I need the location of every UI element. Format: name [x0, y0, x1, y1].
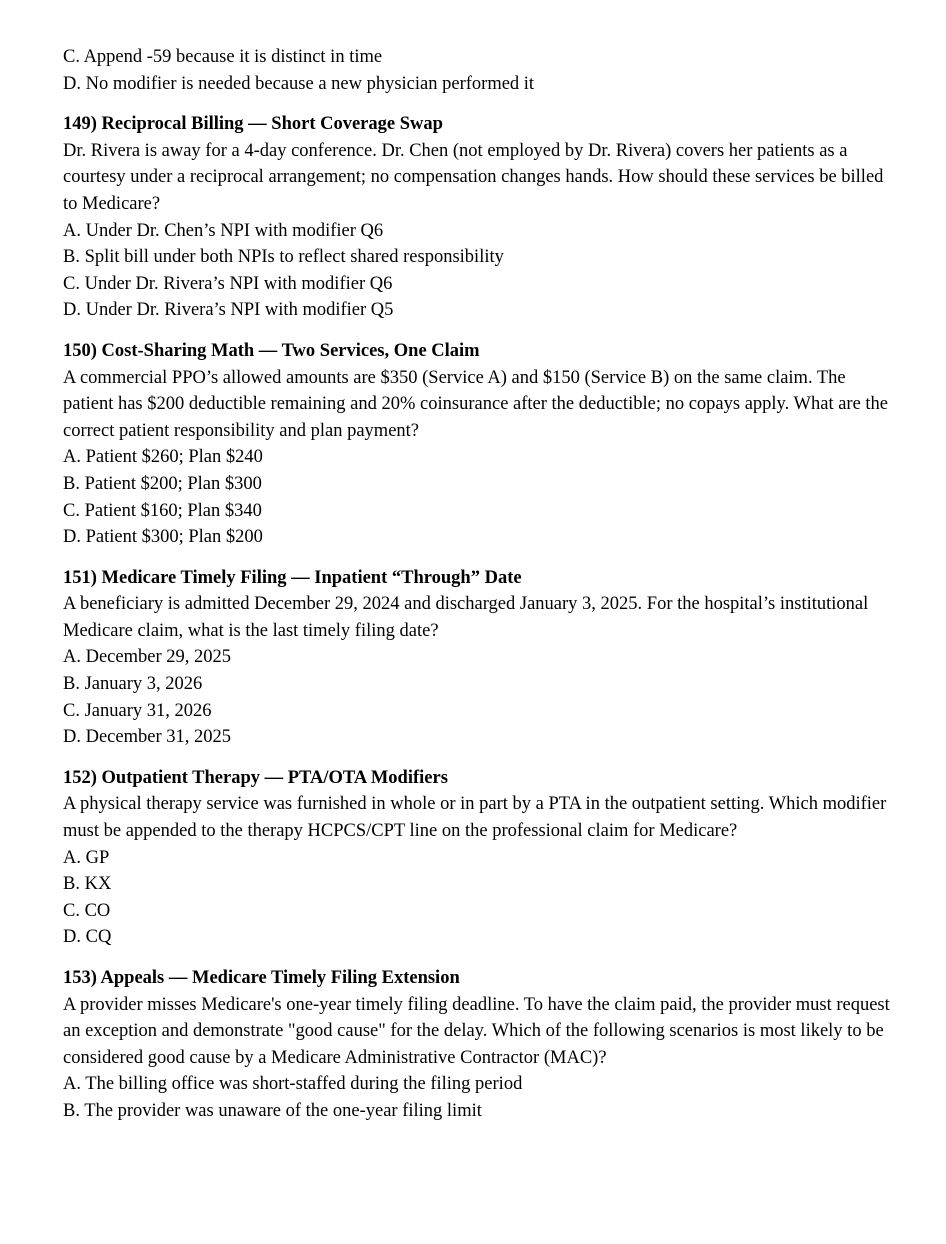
answer-option: B. Split bill under both NPIs to reflect shared responsibility	[63, 247, 504, 268]
question-152	[63, 765, 890, 951]
answer-option: A. Under Dr. Chen’s NPI with modifier Q6	[63, 220, 384, 241]
question-heading: 150) Cost-Sharing Math — Two Services, One Claim	[63, 340, 480, 361]
question-heading: 151) Medicare Timely Filing — Inpatient “Through” Date	[63, 567, 522, 588]
question-153	[63, 965, 890, 1125]
answer-option: A. GP	[63, 847, 110, 868]
question-heading: 152) Outpatient Therapy — PTA/OTA Modifiers	[63, 767, 448, 788]
answer-option: D. No modifier is needed because a new physician performed it	[63, 73, 535, 94]
question-stem: A commercial PPO’s allowed amounts are $350 (Service A) and $150 (Service B) on the same claim. The patient has $200 deductible remaining and 20% coinsurance after the deductible; no copays apply. What are the correct patient responsibility and plan payment?	[63, 367, 889, 441]
answer-option: C. Append -59 because it is distinct in time	[63, 47, 383, 67]
answer-option: C. Patient $160; Plan $340	[63, 500, 262, 521]
question-heading: 149) Reciprocal Billing — Short Coverage Swap	[63, 114, 443, 135]
answer-option: B. January 3, 2026	[63, 674, 203, 695]
answer-option: B. The provider was unaware of the one-year filing limit	[63, 1100, 482, 1121]
question-stem: Dr. Rivera is away for a 4-day conference. Dr. Chen (not employed by Dr. Rivera) covers her patients as a courtesy under a reciprocal arrangement; no compensation changes hands. How should these services be billed to Medicare?	[63, 140, 884, 214]
answer-option: C. Under Dr. Rivera’s NPI with modifier Q6	[63, 273, 393, 294]
question-149	[63, 111, 890, 324]
question-150	[63, 338, 890, 551]
answer-option: A. December 29, 2025	[63, 647, 231, 668]
answer-option: D. CQ	[63, 927, 112, 948]
answer-option: B. KX	[63, 874, 112, 895]
answer-option: C. CO	[63, 900, 111, 921]
answer-option: D. December 31, 2025	[63, 727, 231, 748]
answer-option: D. Under Dr. Rivera’s NPI with modifier Q5	[63, 300, 394, 321]
answer-option: B. Patient $200; Plan $300	[63, 473, 262, 494]
answer-option: A. The billing office was short-staffed during the filing period	[63, 1074, 523, 1095]
question-151	[63, 565, 890, 751]
answer-option: C. January 31, 2026	[63, 700, 212, 721]
answer-option: D. Patient $300; Plan $200	[63, 527, 263, 548]
answer-option: A. Patient $260; Plan $240	[63, 447, 263, 468]
question-stem: A physical therapy service was furnished in whole or in part by a PTA in the outpatient setting. Which modifier must be appended to the therapy HCPCS/CPT line on the professional claim for Medicare?	[63, 794, 887, 842]
question-heading: 153) Appeals — Medicare Timely Filing Extension	[63, 968, 460, 988]
question-stem: A provider misses Medicare's one-year timely filing deadline. To have the claim paid, the provider must request an exception and demonstrate "good cause" for the delay. Which of the following scenarios is most likely to be considered good cause by a Medicare Administrative Contractor (MAC)?	[63, 994, 890, 1068]
question-stem: A beneficiary is admitted December 29, 2024 and discharged January 3, 2025. For the hospital’s institutional Medicare claim, what is the last timely filing date?	[63, 594, 869, 641]
